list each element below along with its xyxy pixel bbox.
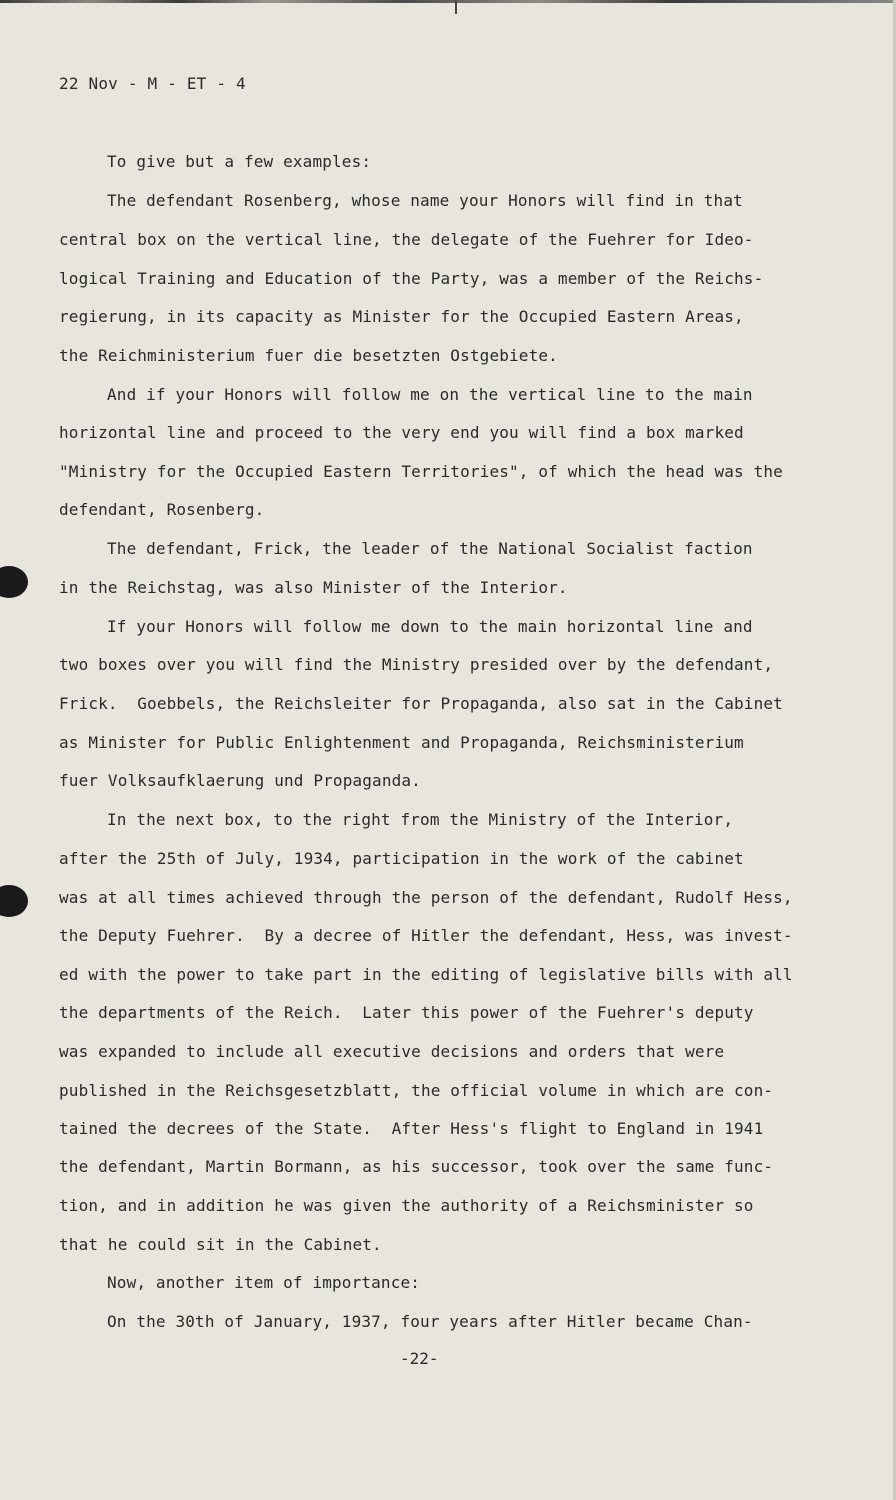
text-line: regierung, in its capacity as Minister for the Occupied Eastern Areas,: [59, 307, 744, 326]
text-line: horizontal line and proceed to the very end you will find a box marked: [59, 423, 744, 442]
text-line: the defendant, Martin Bormann, as his successor, took over the same func-: [59, 1157, 774, 1176]
text-line: Now, another item of importance:: [107, 1273, 421, 1292]
text-line: defendant, Rosenberg.: [59, 500, 265, 519]
text-line: was expanded to include all executive decisions and orders that were: [59, 1042, 725, 1061]
page-number: -22-: [400, 1349, 439, 1368]
top-edge-shadow: [0, 0, 896, 3]
text-line: was at all times achieved through the person of the defendant, Rudolf Hess,: [59, 888, 793, 907]
text-line: two boxes over you will find the Ministry presided over by the defendant,: [59, 655, 774, 674]
text-line: ed with the power to take part in the editing of legislative bills with all: [59, 965, 793, 984]
text-line: On the 30th of January, 1937, four years after Hitler became Chan-: [107, 1312, 753, 1331]
text-line: Frick. Goebbels, the Reichsleiter for Propaganda, also sat in the Cabinet: [59, 694, 783, 713]
text-line: The defendant, Frick, the leader of the National Socialist faction: [107, 539, 753, 558]
page-header: 22 Nov - M - ET - 4: [59, 74, 246, 93]
text-line: tained the decrees of the State. After Hess's flight to England in 1941: [59, 1119, 764, 1138]
text-line: central box on the vertical line, the delegate of the Fuehrer for Ideo-: [59, 230, 754, 249]
text-line: logical Training and Education of the Party, was a member of the Reichs-: [59, 269, 764, 288]
text-line: fuer Volksaufklaerung und Propaganda.: [59, 771, 421, 790]
text-line: after the 25th of July, 1934, participation in the work of the cabinet: [59, 849, 744, 868]
text-line: And if your Honors will follow me on the vertical line to the main: [107, 385, 753, 404]
text-line: The defendant Rosenberg, whose name your Honors will find in that: [107, 191, 743, 210]
text-line: "Ministry for the Occupied Eastern Territories", of which the head was the: [59, 462, 783, 481]
text-line: the departments of the Reich. Later this power of the Fuehrer's deputy: [59, 1003, 754, 1022]
text-line: that he could sit in the Cabinet.: [59, 1235, 382, 1254]
text-line: To give but a few examples:: [107, 152, 372, 171]
text-line: the Reichministerium fuer die besetzten Ostgebiete.: [59, 346, 558, 365]
text-line: If your Honors will follow me down to the main horizontal line and: [107, 617, 753, 636]
text-line: the Deputy Fuehrer. By a decree of Hitler the defendant, Hess, was invest-: [59, 926, 793, 945]
text-line: In the next box, to the right from the Ministry of the Interior,: [107, 810, 734, 829]
punch-hole-upper: [0, 566, 28, 598]
text-line: published in the Reichsgesetzblatt, the official volume in which are con-: [59, 1081, 774, 1100]
punch-hole-lower: [0, 885, 28, 917]
top-staple-mark: [455, 0, 457, 14]
text-line: tion, and in addition he was given the authority of a Reichsminister so: [59, 1196, 754, 1215]
text-line: in the Reichstag, was also Minister of the Interior.: [59, 578, 568, 597]
text-line: as Minister for Public Enlightenment and Propaganda, Reichsministerium: [59, 733, 744, 752]
